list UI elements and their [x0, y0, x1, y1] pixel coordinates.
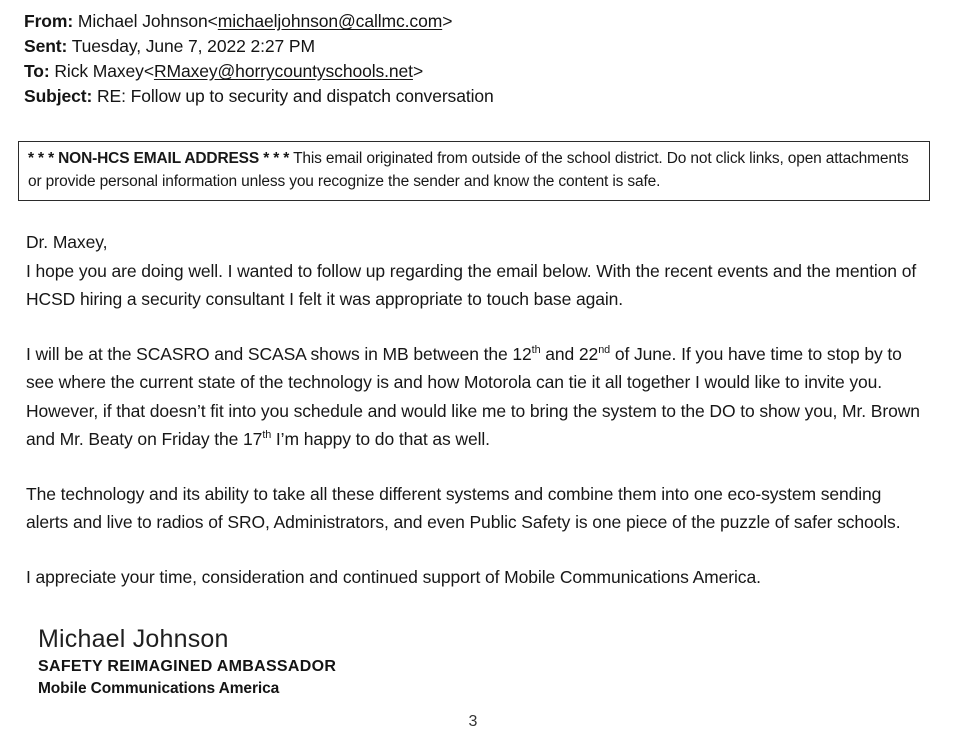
to-open-bracket: <: [143, 61, 154, 81]
warning-banner-emphasis: * * * NON-HCS EMAIL ADDRESS * * *: [28, 150, 290, 167]
email-header-sent-line: [24, 34, 944, 59]
to-email-address[interactable]: RMaxey@horrycountyschools.net: [153, 61, 413, 81]
email-header-subject-line: [24, 84, 944, 109]
body-salutation: Dr. Maxey,: [26, 232, 108, 252]
ordinal-suffix-17th: th: [262, 429, 272, 442]
email-body: [26, 228, 924, 617]
body-paragraph-4: I appreciate your time, consideration and continued support of Mobile Communications America.: [26, 566, 761, 587]
from-name: Michael Johnson: [77, 11, 208, 31]
from-open-bracket: <: [207, 11, 218, 31]
email-header: [24, 9, 944, 109]
from-email-address[interactable]: michaeljohnson@callmc.com: [217, 11, 443, 31]
email-header-to-line: [24, 59, 944, 84]
subject-label: Subject:: [24, 86, 93, 106]
paragraph-2-part-3: of June. If you have time to stop by to see where the current state of the technology is and how Motorola can tie it all together I would like to invite you. However, if that doesn’t fit into you schedule and would like me to bring the system to the DO to show you, Mr. Brown and Mr. Beaty on Friday the 17: [26, 343, 920, 449]
from-close-bracket: >: [442, 11, 453, 31]
to-name: Rick Maxey: [54, 61, 144, 81]
signature-name: Michael Johnson: [38, 625, 229, 653]
paragraph-2-part-1: I will be at the SCASRO and SCASA shows in MB between the 12: [26, 343, 532, 364]
signature-title: SAFETY REIMAGINED AMBASSADOR: [38, 658, 337, 675]
page-number: 3: [468, 713, 478, 730]
ordinal-suffix-12th: th: [531, 343, 541, 356]
paragraph-2-part-4: I’m happy to do that as well.: [271, 429, 490, 449]
signature-company: Mobile Communications America: [38, 680, 280, 697]
sent-value: Tuesday, June 7, 2022 2:27 PM: [71, 36, 315, 56]
body-paragraph-1: I hope you are doing well. I wanted to follow up regarding the email below. With the recent events and the mention of HCSD hiring a security consultant I felt it was appropriate to touch base again.: [26, 260, 917, 309]
to-close-bracket: >: [412, 61, 424, 81]
email-header-from-line: [24, 9, 944, 34]
warning-banner-text: [28, 147, 920, 193]
external-email-warning-banner: [18, 141, 930, 201]
body-paragraph-3: The technology and its ability to take all these different systems and combine them into one eco-system sending alerts and live to radios of SRO, Administrators, and even Public Safety is one piece of the puzzle of safer schools.: [26, 483, 901, 532]
paragraph-2-part-2: and 22: [540, 343, 599, 364]
warning-banner-body: This email originated from outside of the school district. Do not click links, open attachments or provide personal information unless you recognize the sender and know the content is safe.: [28, 150, 909, 190]
signature-block: [38, 624, 336, 700]
sent-label: Sent:: [24, 36, 68, 56]
body-paragraph-2: [26, 340, 924, 454]
ordinal-suffix-22nd: nd: [598, 343, 611, 356]
from-label: From:: [24, 11, 74, 31]
subject-value: RE: Follow up to security and dispatch conversation: [97, 86, 494, 106]
to-label: To:: [24, 61, 50, 81]
